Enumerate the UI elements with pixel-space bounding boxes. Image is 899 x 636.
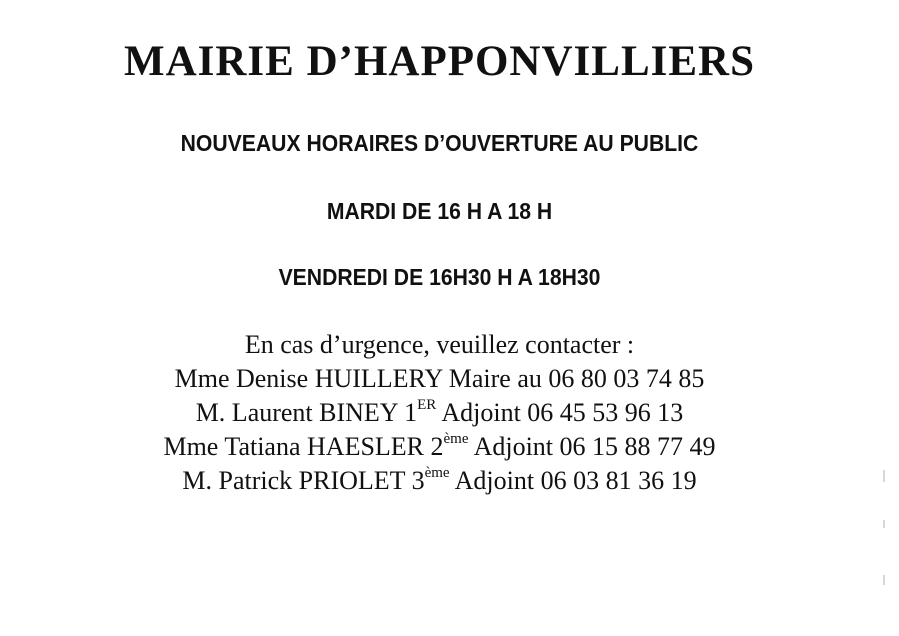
ordinal-suffix: ème	[443, 431, 469, 448]
scan-artifact	[883, 575, 885, 585]
scan-artifact	[883, 470, 885, 482]
contact-text: Mme Tatiana HAESLER 2	[163, 432, 444, 461]
page-title: MAIRIE D’HAPPONVILLIERS	[123, 38, 756, 85]
contact-line-maire	[0, 362, 879, 396]
contacts-intro: En cas d’urgence, veuillez contacter :	[244, 330, 635, 359]
contact-line-adjoint-3	[0, 464, 879, 498]
contact-text: M. Laurent BINEY 1	[195, 398, 418, 427]
contact-text: Adjoint 06 45 53 96 13	[436, 398, 684, 427]
contact-text: Mme Denise HUILLERY Maire au 06 80 03 74 85	[174, 364, 705, 393]
emergency-contacts	[0, 328, 879, 498]
ordinal-suffix: ER	[417, 397, 437, 414]
ordinal-suffix: ème	[424, 465, 450, 482]
opening-hours-tuesday: MARDI DE 16 H A 18 H	[326, 198, 553, 224]
contact-text: Adjoint 06 15 88 77 49	[468, 432, 716, 461]
contact-line-adjoint-2	[0, 430, 879, 464]
notice-subtitle: NOUVEAUX HORAIRES D’OUVERTURE AU PUBLIC	[180, 130, 699, 156]
scan-artifact	[883, 520, 885, 528]
opening-hours-friday: VENDREDI DE 16H30 H A 18H30	[278, 264, 601, 290]
contact-text: M. Patrick PRIOLET 3	[182, 466, 425, 495]
contact-line-adjoint-1	[0, 396, 879, 430]
contact-text: Adjoint 06 03 81 36 19	[449, 466, 697, 495]
